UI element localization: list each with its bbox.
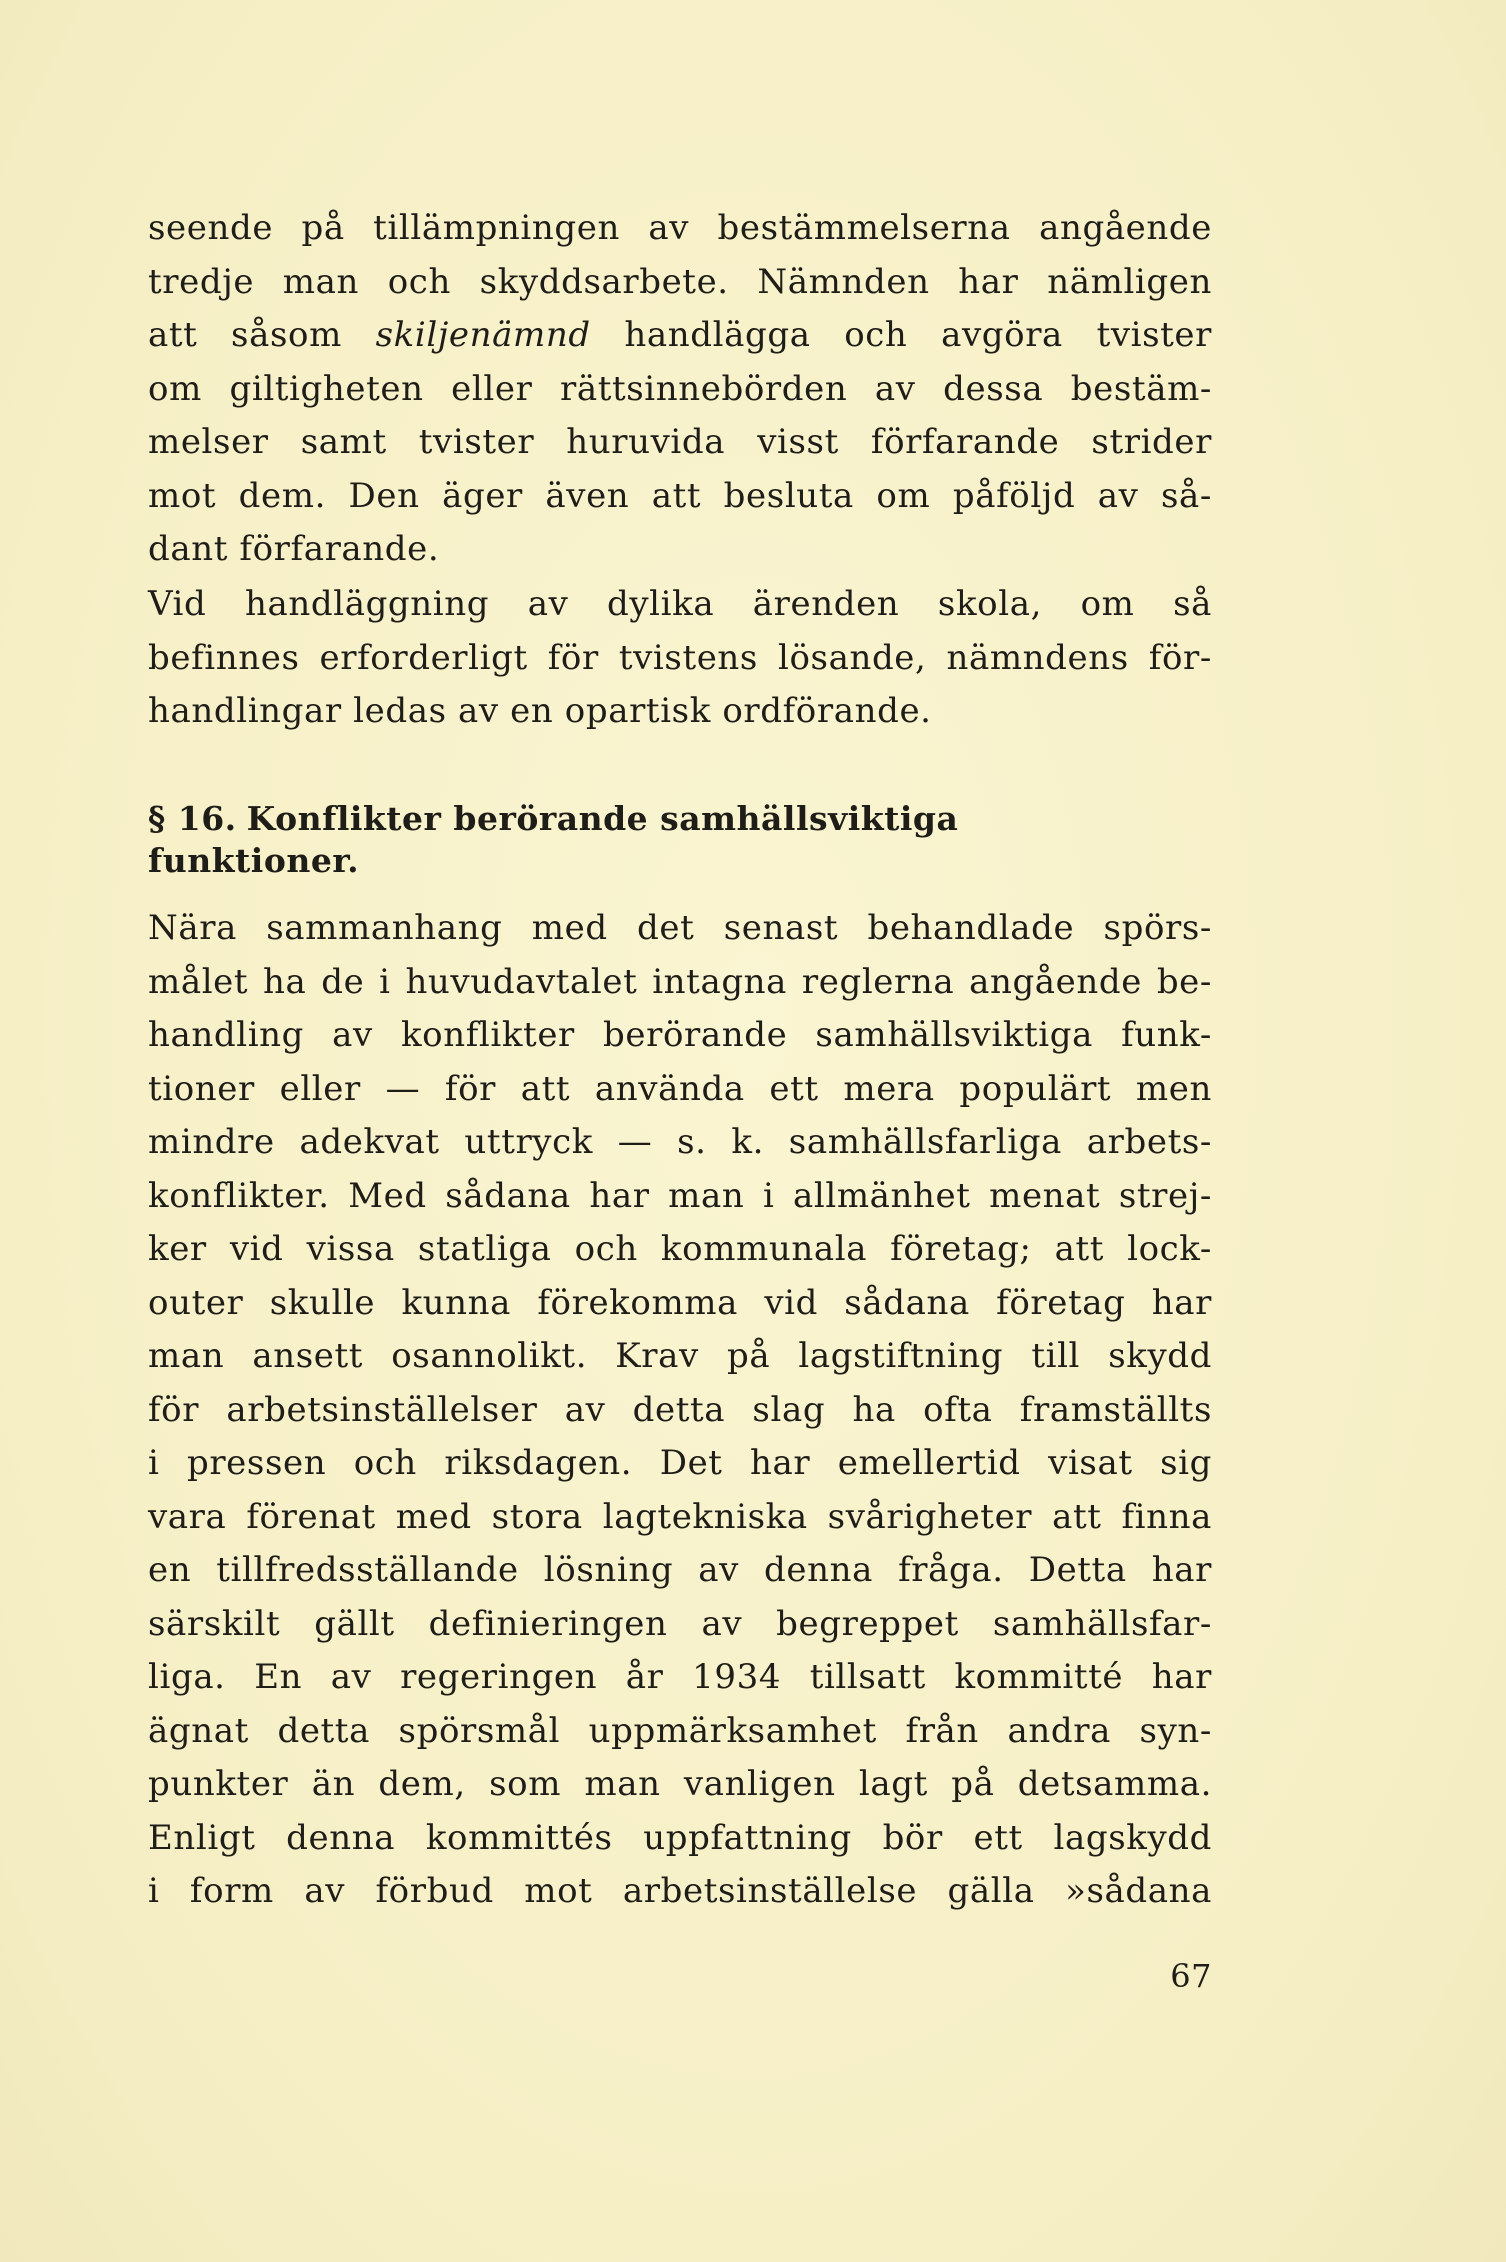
section-number: § 16. bbox=[148, 799, 237, 838]
text-line: ägnat detta spörsmål uppmärksamhet från andra syn- bbox=[148, 1710, 1212, 1751]
text-line: om giltigheten eller rättsinnebörden av dessa bestäm- bbox=[148, 368, 1212, 409]
heading-line: funktioner. bbox=[148, 841, 360, 880]
text-line: ker vid vissa statliga och kommunala företag; att lock- bbox=[148, 1229, 1212, 1269]
paragraph-3 bbox=[148, 902, 1212, 1919]
section-heading bbox=[148, 798, 1212, 882]
text-line: mot dem. Den äger även att besluta om påföljd av så- bbox=[148, 475, 1212, 516]
text-line: tioner eller — för att använda ett mera populärt men bbox=[148, 1068, 1212, 1109]
text-line: handling av konflikter berörande samhällsviktiga funk- bbox=[148, 1015, 1212, 1055]
text-line: Nära sammanhang med det senast behandlade spörs- bbox=[148, 908, 1212, 948]
text-line: man ansett osannolikt. Krav på lagstiftning till skydd bbox=[148, 1336, 1212, 1376]
paragraph-1 bbox=[148, 202, 1212, 577]
text-line: i form av förbud mot arbetsinställelse gälla »sådana bbox=[148, 1871, 1212, 1911]
text-line: outer skulle kunna förekomma vid sådana företag har bbox=[148, 1282, 1212, 1323]
text-line: särskilt gällt definieringen av begreppet samhällsfar- bbox=[148, 1603, 1212, 1644]
italic-term: skiljenämnd bbox=[375, 315, 591, 355]
text-line: seende på tillämpningen av bestämmelserna angående bbox=[148, 208, 1212, 248]
heading-line bbox=[148, 798, 1212, 840]
text-line: för arbetsinställelser av detta slag ha ofta framställts bbox=[148, 1389, 1212, 1430]
text-line: befinnes erforderligt för tvistens lösande, nämndens för- bbox=[148, 637, 1212, 678]
text-line: dant förfarande. bbox=[148, 529, 440, 569]
text-line: handlingar ledas av en opartisk ordförande. bbox=[148, 691, 932, 731]
text-line: punkter än dem, som man vanligen lagt på detsamma. bbox=[148, 1764, 1212, 1804]
text-line: målet ha de i huvudavtalet intagna reglerna angående be- bbox=[148, 961, 1212, 1002]
text-line: tredje man och skyddsarbete. Nämnden har nämligen bbox=[148, 261, 1212, 302]
text-line: Vid handläggning av dylika ärenden skola, om så bbox=[148, 584, 1212, 624]
text-line bbox=[148, 309, 1212, 363]
text-line: en tillfredsställande lösning av denna fråga. Detta har bbox=[148, 1550, 1212, 1590]
text-line: mindre adekvat uttryck — s. k. samhällsfarliga arbets- bbox=[148, 1122, 1212, 1162]
text-line: liga. En av regeringen år 1934 tillsatt kommitté har bbox=[148, 1657, 1212, 1697]
text-fragment: handlägga och avgöra tvister bbox=[590, 315, 1213, 355]
paragraph-2 bbox=[148, 578, 1212, 739]
text-line: Enligt denna kommittés uppfattning bör ett lagskydd bbox=[148, 1817, 1212, 1858]
text-line: vara förenat med stora lagtekniska svårigheter att finna bbox=[148, 1496, 1212, 1537]
text-fragment: att såsom bbox=[148, 315, 376, 355]
text-line: melser samt tvister huruvida visst förfarande strider bbox=[148, 422, 1212, 462]
text-line: i pressen och riksdagen. Det har emellertid visat sig bbox=[148, 1443, 1212, 1483]
text-line: konflikter. Med sådana har man i allmänhet menat strej- bbox=[148, 1175, 1212, 1216]
heading-text: Konflikter berörande samhällsviktiga bbox=[246, 799, 959, 838]
page-number: 67 bbox=[1170, 1957, 1212, 1995]
